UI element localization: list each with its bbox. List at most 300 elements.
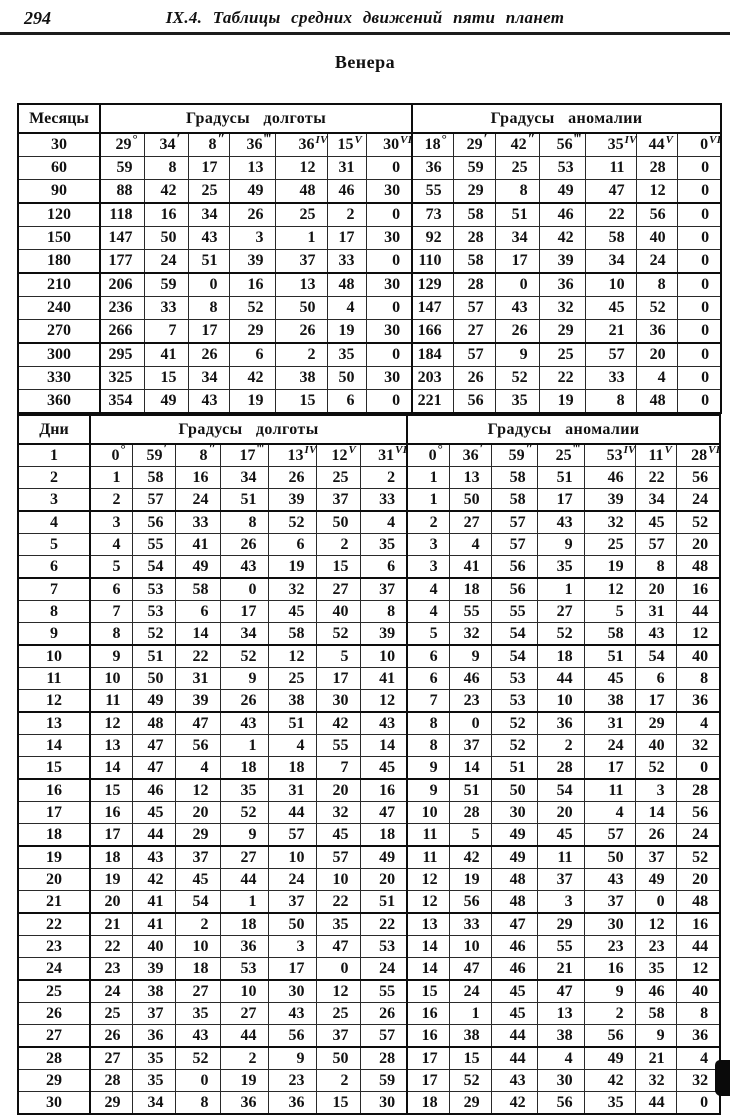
longitude-cell: 54 (132, 556, 175, 579)
longitude-cell: 41 (360, 668, 407, 690)
longitude-cell: 39 (268, 489, 316, 512)
longitude-cell: 2 (275, 343, 327, 367)
table-row (18, 343, 721, 367)
longitude-cell: 52 (132, 623, 175, 646)
longitude-cell: 15 (316, 1092, 360, 1115)
anomaly-cell: 49 (491, 824, 537, 847)
longitude-cell: 24 (360, 958, 407, 981)
anomaly-cell: 56 (491, 578, 537, 601)
anomaly-cell: 54 (491, 645, 537, 668)
anomaly-cell: 20 (537, 802, 584, 824)
anomaly-cell: 14 (407, 958, 449, 981)
longitude-cell: 46 (327, 180, 366, 204)
longitude-cell: 2 (316, 1070, 360, 1092)
longitude-cell: 35 (220, 779, 268, 802)
longitude-cell: 47 (175, 712, 220, 735)
anomaly-cell: 48 (491, 869, 537, 891)
longitude-cell: 34 (132, 1092, 175, 1115)
anomaly-cell: 10 (585, 273, 636, 297)
table-row (18, 390, 721, 414)
longitude-cell: 22 (360, 913, 407, 936)
longitude-cell: 6 (268, 534, 316, 556)
anomaly-cell: 24 (676, 489, 720, 512)
anomaly-cell: 49 (584, 1047, 635, 1070)
table-row (18, 1047, 720, 1070)
longitude-cell: 57 (132, 489, 175, 512)
anomaly-cell: 58 (453, 203, 495, 227)
anomaly-cell: 40 (636, 227, 677, 250)
longitude-cell: 2 (360, 467, 407, 489)
longitude-cell: $12^V$ (316, 444, 360, 467)
anomaly-cell: 51 (537, 467, 584, 489)
longitude-cell: 26 (275, 320, 327, 344)
day-cell: 9 (18, 623, 90, 646)
longitude-cell: 3 (229, 227, 275, 250)
longitude-cell: 24 (144, 250, 188, 274)
anomaly-cell: 56 (449, 891, 491, 914)
longitude-cell: 59 (360, 1070, 407, 1092)
anomaly-cell: 57 (491, 511, 537, 534)
day-cell: 2 (18, 467, 90, 489)
longitude-cell: 48 (132, 712, 175, 735)
anomaly-cell: 4 (407, 578, 449, 601)
anomaly-cell: $28^{VI}$ (676, 444, 720, 467)
anomaly-cell: 54 (635, 645, 676, 668)
anomaly-cell: 49 (491, 846, 537, 869)
anomaly-cell: 44 (676, 936, 720, 958)
longitude-cell: 4 (360, 511, 407, 534)
longitude-cell: 53 (220, 958, 268, 981)
anomaly-cell: 11 (407, 824, 449, 847)
longitude-cell: 30 (268, 980, 316, 1003)
longitude-cell: 147 (100, 227, 144, 250)
page-header (0, 6, 730, 32)
anomaly-cell: 12 (676, 623, 720, 646)
anomaly-cell: 30 (584, 913, 635, 936)
anomaly-cell: 36 (537, 712, 584, 735)
longitude-cell: 7 (144, 320, 188, 344)
anomaly-cell: 27 (449, 511, 491, 534)
anomaly-cell: 22 (585, 203, 636, 227)
longitude-cell: 59 (100, 157, 144, 180)
month-cell: 90 (18, 180, 100, 204)
anomaly-cell: 22 (635, 467, 676, 489)
day-cell: 16 (18, 779, 90, 802)
longitude-cell: 42 (229, 367, 275, 390)
anomaly-cell: 27 (453, 320, 495, 344)
anomaly-cell: 29 (537, 913, 584, 936)
table-row (18, 511, 720, 534)
table-row (18, 250, 721, 274)
anomaly-cell: 166 (412, 320, 453, 344)
month-cell: 330 (18, 367, 100, 390)
table-row (18, 936, 720, 958)
longitude-cell: 18 (220, 757, 268, 780)
longitude-cell: 14 (175, 623, 220, 646)
anomaly-cell: 28 (453, 273, 495, 297)
anomaly-cell: 28 (449, 802, 491, 824)
day-cell: 10 (18, 645, 90, 668)
longitude-cell: 26 (268, 467, 316, 489)
longitude-cell: 52 (268, 511, 316, 534)
longitude-cell: 38 (132, 980, 175, 1003)
anomaly-cell: 54 (537, 779, 584, 802)
day-cell: 28 (18, 1047, 90, 1070)
anomaly-cell: 0 (677, 367, 721, 390)
anomaly-cell: 27 (537, 601, 584, 623)
longitude-cell: 49 (229, 180, 275, 204)
longitude-cell: 6 (90, 578, 132, 601)
table-row (18, 913, 720, 936)
longitude-cell: 35 (327, 343, 366, 367)
anomaly-cell: 2 (584, 1003, 635, 1025)
longitude-cell: 53 (132, 578, 175, 601)
anomaly-cell: 45 (635, 511, 676, 534)
table-row (18, 668, 720, 690)
anomaly-cell: 37 (584, 891, 635, 914)
anomaly-cell: 9 (407, 779, 449, 802)
table-row (18, 180, 721, 204)
longitude-cell: 20 (316, 779, 360, 802)
longitude-cell: 59′ (132, 444, 175, 467)
longitude-cell: 16 (90, 802, 132, 824)
table-row (18, 367, 721, 390)
longitude-cell: 18 (220, 913, 268, 936)
anomaly-cell: 20 (676, 534, 720, 556)
anomaly-cell: 56‴ (539, 133, 585, 157)
anomaly-cell: 1 (407, 467, 449, 489)
anomaly-cell: 18° (412, 133, 453, 157)
longitude-cell: 3 (268, 936, 316, 958)
longitude-cell: 42 (132, 869, 175, 891)
anomaly-cell: 8 (636, 273, 677, 297)
longitude-cell: 53 (360, 936, 407, 958)
anomaly-cell: 38 (449, 1025, 491, 1048)
day-cell: 19 (18, 846, 90, 869)
anomaly-cell: 52 (676, 511, 720, 534)
longitude-cell: 47 (360, 802, 407, 824)
longitude-cell: 51 (220, 489, 268, 512)
longitude-cell: 45 (268, 601, 316, 623)
longitude-cell: 51 (132, 645, 175, 668)
longitude-cell: 25 (316, 1003, 360, 1025)
longitude-cell: 42 (316, 712, 360, 735)
day-cell: 22 (18, 913, 90, 936)
longitude-cell: 0 (316, 958, 360, 981)
longitude-cell: 10 (316, 869, 360, 891)
anomaly-cell: 17 (407, 1070, 449, 1092)
anomaly-cell: 9 (537, 534, 584, 556)
longitude-cell: 50 (144, 227, 188, 250)
longitude-cell: 2 (220, 1047, 268, 1070)
anomaly-cell: 28 (676, 779, 720, 802)
day-cell: 17 (18, 802, 90, 824)
running-head: IX.4. Таблицы средних движений пяти планет (165, 8, 565, 27)
longitude-cell: 36 (220, 1092, 268, 1115)
longitude-cell: 19 (229, 390, 275, 414)
longitude-cell: 34 (220, 467, 268, 489)
longitude-cell: 2 (90, 489, 132, 512)
anomaly-cell: 10 (537, 690, 584, 713)
longitude-cell: 45 (175, 869, 220, 891)
longitude-cell: 58 (268, 623, 316, 646)
longitude-cell: 26 (90, 1025, 132, 1048)
longitude-cell: 56 (175, 735, 220, 757)
table-row (18, 757, 720, 780)
longitude-cell: 10 (90, 668, 132, 690)
anomaly-cell: 30 (491, 802, 537, 824)
longitude-cell: 48 (327, 273, 366, 297)
longitude-cell: 9 (268, 1047, 316, 1070)
anomaly-cell: 33 (585, 367, 636, 390)
anomaly-cell: 36 (636, 320, 677, 344)
anomaly-cell: 3 (635, 779, 676, 802)
anomaly-cell: 9 (449, 645, 491, 668)
anomaly-cell: 35 (495, 390, 539, 414)
longitude-cell: 34′ (144, 133, 188, 157)
anomaly-cell: 16 (407, 1025, 449, 1048)
longitude-cell: 25 (90, 1003, 132, 1025)
anomaly-cell: 37 (537, 869, 584, 891)
table-row (18, 623, 720, 646)
longitude-cell: 20 (175, 802, 220, 824)
anomaly-cell: 0 (677, 320, 721, 344)
anomaly-cell: 43 (495, 297, 539, 320)
longitude-cell: 18 (268, 757, 316, 780)
anomaly-cell: 13 (449, 467, 491, 489)
anomaly-cell: 37 (449, 735, 491, 757)
scan-artifact (715, 1060, 730, 1096)
anomaly-cell: 25 (539, 343, 585, 367)
anomaly-cell: 57 (453, 343, 495, 367)
anomaly-cell: 5 (584, 601, 635, 623)
anomaly-cell: 20 (636, 343, 677, 367)
longitude-cell: 10 (175, 936, 220, 958)
anomaly-cell: 55 (449, 601, 491, 623)
longitude-cell: 16 (144, 203, 188, 227)
anomaly-cell: 4 (537, 1047, 584, 1070)
anomaly-cell: 29′ (453, 133, 495, 157)
anomaly-cell: 110 (412, 250, 453, 274)
month-cell: 270 (18, 320, 100, 344)
anomaly-cell: 47 (585, 180, 636, 204)
longitude-cell: 45 (132, 802, 175, 824)
anomaly-cell: 51 (584, 645, 635, 668)
longitude-cell: 4 (90, 534, 132, 556)
anomaly-cell: 33 (449, 913, 491, 936)
anomaly-cell: 18 (537, 645, 584, 668)
anomaly-cell: 221 (412, 390, 453, 414)
longitude-cell: 37 (316, 1025, 360, 1048)
anomaly-cell: 50 (584, 846, 635, 869)
anomaly-cell: 12 (407, 869, 449, 891)
anomaly-cell: 59″ (491, 444, 537, 467)
longitude-cell: 41 (132, 913, 175, 936)
longitude-cell: 4 (175, 757, 220, 780)
table-row (18, 1070, 720, 1092)
longitude-cell: 88 (100, 180, 144, 204)
longitude-cell: 1 (90, 467, 132, 489)
longitude-cell: 22 (175, 645, 220, 668)
day-cell: 24 (18, 958, 90, 981)
anomaly-cell: 12 (407, 891, 449, 914)
longitude-cell: $13^{IV}$ (268, 444, 316, 467)
anomaly-cell: 50 (491, 779, 537, 802)
anomaly-cell: 17 (584, 757, 635, 780)
longitude-cell: 44 (132, 824, 175, 847)
longitude-cell: 49 (175, 556, 220, 579)
longitude-cell: 13 (90, 735, 132, 757)
anomaly-group-header: Градусы аномалии (407, 415, 720, 444)
anomaly-cell: 0 (677, 227, 721, 250)
longitude-cell: 15 (90, 779, 132, 802)
longitude-cell: 18 (175, 958, 220, 981)
longitude-cell: 27 (220, 846, 268, 869)
table-row (18, 556, 720, 579)
longitude-cell: 17 (220, 601, 268, 623)
longitude-cell: 37 (275, 250, 327, 274)
longitude-cell: 20 (90, 891, 132, 914)
anomaly-cell: 17 (407, 1047, 449, 1070)
longitude-cell: 57 (316, 846, 360, 869)
anomaly-cell: 44 (635, 1092, 676, 1115)
anomaly-cell: 55 (537, 936, 584, 958)
longitude-cell: 4 (327, 297, 366, 320)
anomaly-cell: 19 (449, 869, 491, 891)
anomaly-cell: 21 (585, 320, 636, 344)
month-cell: 30 (18, 133, 100, 157)
longitude-cell: 12 (360, 690, 407, 713)
anomaly-cell: 16 (407, 1003, 449, 1025)
day-cell: 7 (18, 578, 90, 601)
longitude-cell: 266 (100, 320, 144, 344)
anomaly-cell: 29 (539, 320, 585, 344)
anomaly-cell: 0 (677, 390, 721, 414)
day-cell: 18 (18, 824, 90, 847)
anomaly-cell: 51 (491, 757, 537, 780)
anomaly-cell: 50 (449, 489, 491, 512)
anomaly-cell: 73 (412, 203, 453, 227)
longitude-cell: 14 (360, 735, 407, 757)
longitude-cell: 9 (220, 824, 268, 847)
table-row (18, 1092, 720, 1115)
table-row (18, 157, 721, 180)
anomaly-cell: 16 (676, 913, 720, 936)
longitude-cell: 55 (132, 534, 175, 556)
longitude-cell: $15^V$ (327, 133, 366, 157)
longitude-cell: 35 (316, 913, 360, 936)
longitude-cell: 40 (132, 936, 175, 958)
longitude-cell: 7 (316, 757, 360, 780)
day-cell: 15 (18, 757, 90, 780)
longitude-cell: 47 (316, 936, 360, 958)
anomaly-cell: 12 (635, 913, 676, 936)
anomaly-cell: 32 (584, 511, 635, 534)
anomaly-cell: 14 (635, 802, 676, 824)
anomaly-cell: 47 (537, 980, 584, 1003)
anomaly-cell: 45 (584, 668, 635, 690)
anomaly-cell: 8 (676, 1003, 720, 1025)
longitude-cell: 49 (132, 690, 175, 713)
longitude-cell: 25 (316, 467, 360, 489)
anomaly-cell: 29 (635, 712, 676, 735)
anomaly-cell: 46 (539, 203, 585, 227)
anomaly-cell: 58 (584, 623, 635, 646)
longitude-cell: 27 (175, 980, 220, 1003)
anomaly-cell: 5 (449, 824, 491, 847)
longitude-cell: 52 (175, 1047, 220, 1070)
day-cell: 21 (18, 891, 90, 914)
longitude-cell: 28 (360, 1047, 407, 1070)
longitude-cell: 50 (327, 367, 366, 390)
longitude-cell: 15 (316, 556, 360, 579)
anomaly-cell: 17 (537, 489, 584, 512)
longitude-cell: 0 (366, 297, 412, 320)
longitude-cell: 29 (90, 1092, 132, 1115)
anomaly-cell: 46 (491, 936, 537, 958)
anomaly-cell: 0 (635, 891, 676, 914)
anomaly-cell: 2 (537, 735, 584, 757)
longitude-cell: 29° (100, 133, 144, 157)
anomaly-cell: 45 (537, 824, 584, 847)
longitude-cell: 32 (268, 578, 316, 601)
anomaly-cell: 32 (676, 1070, 720, 1092)
longitude-cell: 354 (100, 390, 144, 414)
anomaly-cell: 36 (676, 690, 720, 713)
longitude-cell: $30^{VI}$ (366, 133, 412, 157)
anomaly-cell: 6 (635, 668, 676, 690)
longitude-cell: 35 (132, 1070, 175, 1092)
anomaly-cell: 47 (449, 958, 491, 981)
anomaly-cell: 13 (537, 1003, 584, 1025)
anomaly-cell: 36 (539, 273, 585, 297)
longitude-cell: 12 (275, 157, 327, 180)
anomaly-cell: 0 (677, 250, 721, 274)
anomaly-cell: 48 (636, 390, 677, 414)
anomaly-cell: 43 (584, 869, 635, 891)
anomaly-cell: 0 (677, 297, 721, 320)
longitude-cell: 17 (316, 668, 360, 690)
longitude-cell: 24 (175, 489, 220, 512)
longitude-cell: 19 (90, 869, 132, 891)
longitude-group-header: Градусы долготы (90, 415, 407, 444)
day-cell: 11 (18, 668, 90, 690)
longitude-cell: 2 (316, 534, 360, 556)
anomaly-cell: 24 (636, 250, 677, 274)
anomaly-cell: $35^{IV}$ (585, 133, 636, 157)
day-cell: 3 (18, 489, 90, 512)
anomaly-cell: 11 (585, 157, 636, 180)
anomaly-cell: 59 (453, 157, 495, 180)
longitude-cell: 41 (144, 343, 188, 367)
anomaly-cell: 28 (453, 227, 495, 250)
longitude-cell: 50 (268, 913, 316, 936)
longitude-cell: 49 (144, 390, 188, 414)
longitude-cell: 4 (268, 735, 316, 757)
longitude-cell: 0 (366, 203, 412, 227)
anomaly-cell: 57 (453, 297, 495, 320)
longitude-cell: 16 (229, 273, 275, 297)
anomaly-cell: 43 (537, 511, 584, 534)
anomaly-cell: 52 (491, 735, 537, 757)
table-row (18, 227, 721, 250)
longitude-cell: 0° (90, 444, 132, 467)
longitude-cell: 53 (132, 601, 175, 623)
anomaly-cell: 57 (635, 534, 676, 556)
longitude-cell: 43 (175, 1025, 220, 1048)
anomaly-cell: 46 (449, 668, 491, 690)
day-cell: 4 (18, 511, 90, 534)
